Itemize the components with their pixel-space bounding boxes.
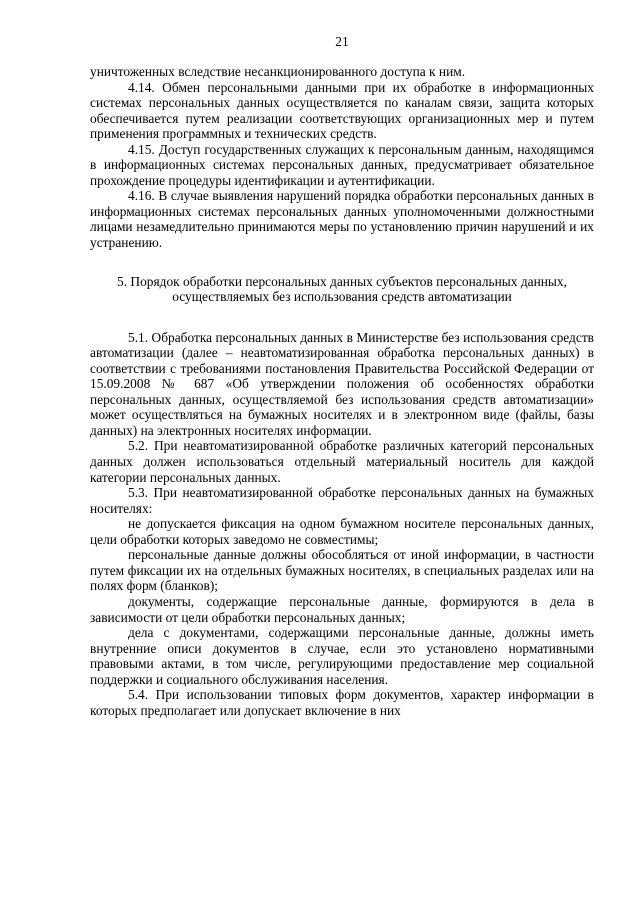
paragraph-5-4: 5.4. При использовании типовых форм документов, характер информации в которых предполагает или допускает включение в них: [90, 687, 594, 718]
paragraph-5-3: 5.3. При неавтоматизированной обработке персональных данных на бумажных носителях:: [90, 485, 594, 516]
list-item-paper-carrier-rule: не допускается фиксация на одном бумажном носителе персональных данных, цели обработки которых заведомо не совместимы;: [90, 516, 594, 547]
paragraph-5-2: 5.2. При неавтоматизированной обработке различных категорий персональных данных должен использоваться отдельный материальный носитель для каждой категории персональных данных.: [90, 438, 594, 485]
list-item-separation-rule: персональные данные должны обособляться от иной информации, в частности путем фиксации их на отдельных бумажных носителях, в специальных разделах или на полях форм (бланков);: [90, 547, 594, 594]
list-item-inventory-rule: дела с документами, содержащими персональные данные, должны иметь внутренние описи документов в случае, если это установлено нормативными правовыми актами, в том числе, регулирующими предоставление мер социальной поддержки и социального обслуживания населения.: [90, 625, 594, 687]
list-item-case-files-rule: документы, содержащие персональные данные, формируются в дела в зависимости от цели обработки персональных данных;: [90, 593, 594, 625]
paragraph-4-15: 4.15. Доступ государственных служащих к персональным данным, находящимся в информационных системах персональных данных, предусматривает обязательное прохождение процедуры идентификации и аутентификации.: [90, 141, 594, 188]
paragraph-4-14: 4.14. Обмен персональными данными при их обработке в информационных системах персональных данных осуществляется по каналам связи, защита которых обеспечивается путем реализации соответствующих организационных мер и путем применения программных и технических средств.: [90, 79, 594, 142]
paragraph-4-16: 4.16. В случае выявления нарушений порядка обработки персональных данных в информационных системах персональных данных уполномоченными должностными лицами незамедлительно принимаются меры по установлению причин нарушений и их устранению.: [90, 188, 594, 251]
section-heading: 5. Порядок обработки персональных данных субъектов персональных данных, осуществляемых без использования средств автоматизации: [117, 273, 567, 305]
page-number: 21: [335, 34, 349, 49]
document-page: [90, 34, 594, 718]
paragraph-continuation: уничтоженных вследствие несанкционированного доступа к ним.: [90, 64, 466, 79]
paragraph-5-1: 5.1. Обработка персональных данных в Министерстве без использования средств автоматизации (далее – неавтоматизированная обработка персональных данных) в соответствии с требованиями постановления Правительства Российской Федерации от 15.09.2008 № 687 «Об утверждении положения об особенностях обработки персональных данных, осуществляемой без использования средств автоматизации» может осуществляться на бумажных носителях и в электронном виде (файлы, базы данных) на электронных носителях информации.: [90, 329, 594, 438]
